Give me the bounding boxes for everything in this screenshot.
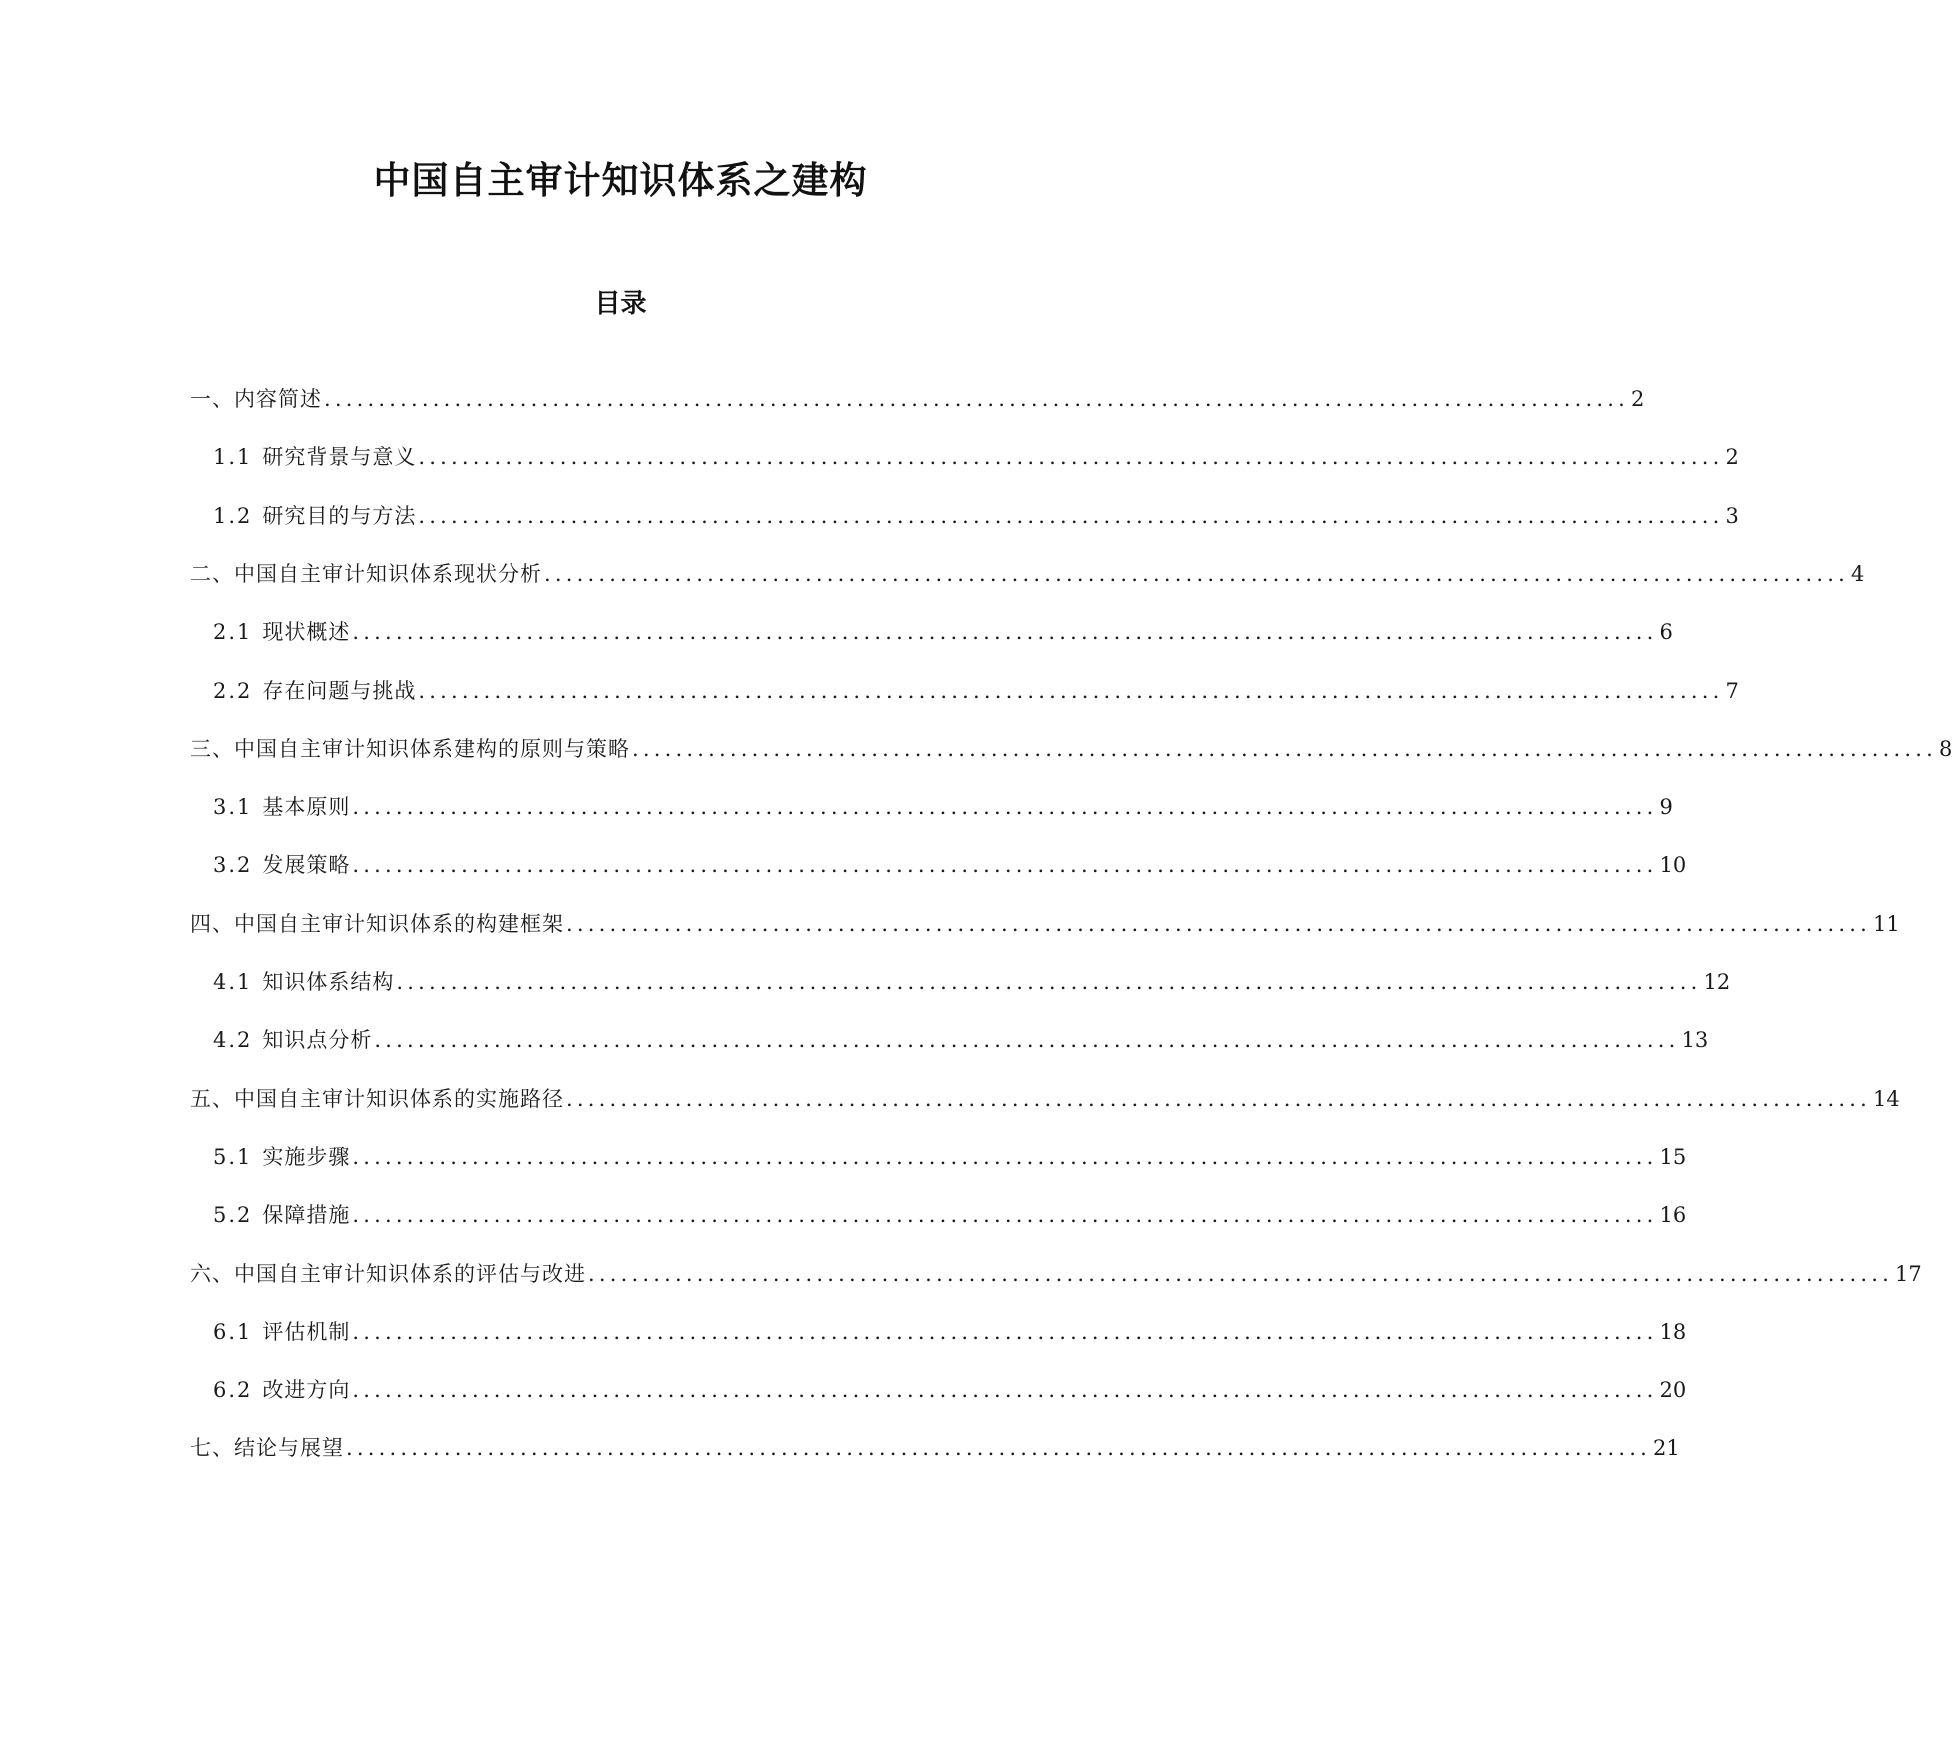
- toc-page-number: 21: [1653, 1436, 1680, 1460]
- toc-entry-label: 研究背景与意义: [262, 445, 417, 469]
- toc-entry-label: 知识点分析: [262, 1028, 373, 1052]
- toc-entry-label: 研究目的与方法: [262, 504, 417, 528]
- toc-entry-number: 1.2: [213, 504, 253, 528]
- toc-page-number: 6: [1659, 620, 1673, 644]
- toc-entry-number: 3.1: [213, 795, 253, 819]
- toc-dot-leader: ........................................................................................................................: [396, 970, 1702, 994]
- toc-section-entry[interactable]: [213, 617, 1673, 647]
- toc-page-number: 3: [1725, 504, 1739, 528]
- toc-page-number: 20: [1659, 1378, 1687, 1402]
- toc-entry-number: 4.2: [213, 1028, 253, 1052]
- toc-dot-leader: ........................................................................................................................: [346, 1436, 1652, 1460]
- toc-page-number: 16: [1659, 1203, 1687, 1227]
- toc-dot-leader: ........................................................................................................................: [418, 445, 1724, 469]
- toc-dot-leader: ........................................................................................................................: [374, 1028, 1680, 1052]
- toc-entry-label: 实施步骤: [262, 1145, 351, 1169]
- toc-dot-leader: ........................................................................................................................: [632, 737, 1938, 761]
- toc-chapter-entry[interactable]: [190, 734, 1952, 764]
- toc-entry-number: 2.2: [213, 679, 253, 703]
- toc-entry-label: 发展策略: [262, 853, 351, 877]
- toc-entry-label: 保障措施: [262, 1203, 351, 1227]
- toc-entry-number: 5.1: [213, 1145, 253, 1169]
- toc-heading: 目录: [594, 289, 647, 319]
- toc-entry-label: 二、中国自主审计知识体系现状分析: [190, 562, 542, 586]
- toc-entry-label: 五、中国自主审计知识体系的实施路径: [190, 1087, 564, 1111]
- toc-page-number: 2: [1725, 445, 1739, 469]
- toc-entry-label: 基本原则: [262, 795, 351, 819]
- toc-dot-leader: ........................................................................................................................: [418, 679, 1724, 703]
- toc-page-number: 8: [1939, 737, 1952, 761]
- toc-chapter-entry[interactable]: [190, 384, 1645, 414]
- toc-section-entry[interactable]: [213, 1317, 1687, 1347]
- toc-dot-leader: ........................................................................................................................: [544, 562, 1850, 586]
- toc-entry-number: 3.2: [213, 853, 253, 877]
- toc-page-number: 17: [1895, 1262, 1922, 1286]
- toc-entry-label: 七、结论与展望: [190, 1436, 344, 1460]
- toc-entry-number: 1.1: [213, 445, 253, 469]
- toc-section-entry[interactable]: [213, 850, 1687, 880]
- toc-page-number: 12: [1703, 970, 1731, 994]
- toc-entry-number: 2.1: [213, 620, 253, 644]
- toc-entry-number: 6.1: [213, 1320, 253, 1344]
- toc-page-number: 15: [1659, 1145, 1687, 1169]
- toc-dot-leader: ........................................................................................................................: [352, 1203, 1658, 1227]
- toc-dot-leader: ........................................................................................................................: [566, 912, 1872, 936]
- toc-entry-number: 4.1: [213, 970, 253, 994]
- toc-page-number: 10: [1659, 853, 1687, 877]
- document-title: 中国自主审计知识体系之建构: [373, 159, 868, 202]
- toc-dot-leader: ........................................................................................................................: [352, 620, 1658, 644]
- toc-section-entry[interactable]: [213, 1025, 1709, 1055]
- toc-page-number: 13: [1681, 1028, 1709, 1052]
- toc-entry-label: 现状概述: [262, 620, 351, 644]
- toc-section-entry[interactable]: [213, 1375, 1687, 1405]
- toc-section-entry[interactable]: [213, 676, 1739, 706]
- toc-page-number: 9: [1659, 795, 1673, 819]
- toc-chapter-entry[interactable]: [190, 1259, 1922, 1289]
- toc-dot-leader: ........................................................................................................................: [418, 504, 1724, 528]
- toc-page-number: 14: [1873, 1087, 1900, 1111]
- toc-entry-number: 5.2: [213, 1203, 253, 1227]
- toc-chapter-entry[interactable]: [190, 1433, 1680, 1463]
- toc-entry-label: 六、中国自主审计知识体系的评估与改进: [190, 1262, 586, 1286]
- toc-dot-leader: ........................................................................................................................: [352, 853, 1658, 877]
- toc-chapter-entry[interactable]: [190, 909, 1900, 939]
- toc-chapter-entry[interactable]: [190, 559, 1865, 589]
- toc-entry-label: 知识体系结构: [262, 970, 395, 994]
- toc-dot-leader: ........................................................................................................................: [352, 1320, 1658, 1344]
- toc-page-number: 18: [1659, 1320, 1687, 1344]
- toc-page-number: 11: [1873, 912, 1900, 936]
- toc-section-entry[interactable]: [213, 1200, 1687, 1230]
- toc-section-entry[interactable]: [213, 442, 1739, 472]
- toc-entry-label: 改进方向: [262, 1378, 351, 1402]
- toc-section-entry[interactable]: [213, 1142, 1687, 1172]
- toc-section-entry[interactable]: [213, 501, 1739, 531]
- toc-chapter-entry[interactable]: [190, 1084, 1900, 1114]
- toc-entry-label: 评估机制: [262, 1320, 351, 1344]
- toc-section-entry[interactable]: [213, 792, 1673, 822]
- toc-entry-label: 存在问题与挑战: [262, 679, 417, 703]
- toc-dot-leader: ........................................................................................................................: [588, 1262, 1894, 1286]
- toc-dot-leader: ........................................................................................................................: [324, 387, 1630, 411]
- toc-page-number: 2: [1631, 387, 1645, 411]
- toc-entry-number: 6.2: [213, 1378, 253, 1402]
- toc-dot-leader: ........................................................................................................................: [352, 795, 1658, 819]
- toc-dot-leader: ........................................................................................................................: [566, 1087, 1872, 1111]
- toc-section-entry[interactable]: [213, 967, 1731, 997]
- toc-dot-leader: ........................................................................................................................: [352, 1378, 1658, 1402]
- toc-page-number: 7: [1725, 679, 1739, 703]
- toc-entry-label: 一、内容简述: [190, 387, 322, 411]
- toc-entry-label: 三、中国自主审计知识体系建构的原则与策略: [190, 737, 630, 761]
- toc-page-number: 4: [1851, 562, 1865, 586]
- toc-entry-label: 四、中国自主审计知识体系的构建框架: [190, 912, 564, 936]
- toc-dot-leader: ........................................................................................................................: [352, 1145, 1658, 1169]
